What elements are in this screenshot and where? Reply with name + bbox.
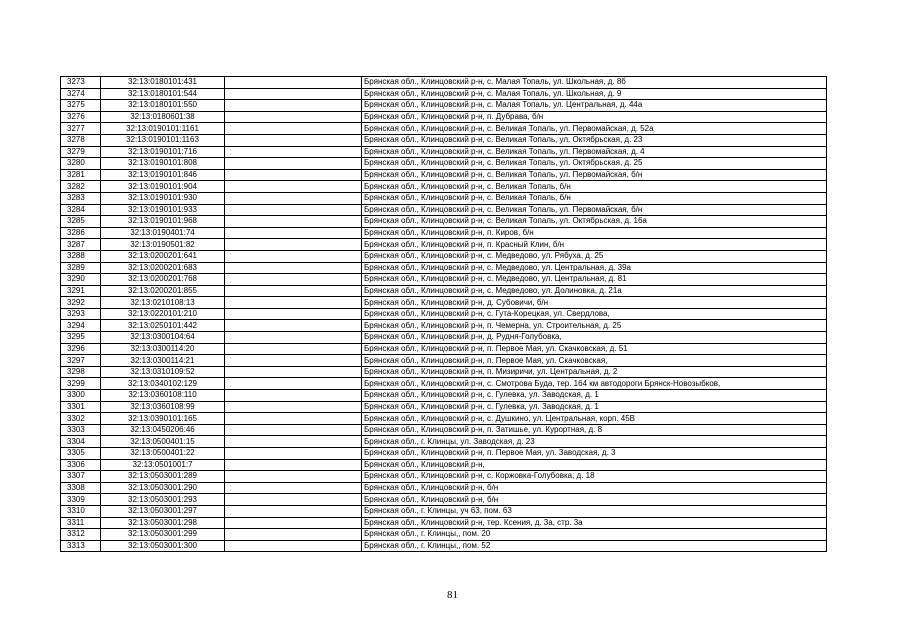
blank-cell <box>225 192 362 204</box>
row-number-cell: 3286 <box>61 227 101 239</box>
row-number-cell: 3278 <box>61 134 101 146</box>
address-cell: Брянская обл., Клинцовский р-н, п. Красный Клин, б/н <box>362 239 827 251</box>
address-cell: Брянская обл., Клинцовский р-н, п. Киров, б/н <box>362 227 827 239</box>
row-number-cell: 3293 <box>61 308 101 320</box>
blank-cell <box>225 390 362 402</box>
table-row <box>61 192 827 204</box>
address-cell: Брянская обл., Клинцовский р-н, п. Первое Мая, ул. Скачковская, <box>362 355 827 367</box>
table-row <box>61 471 827 483</box>
table-row <box>61 216 827 228</box>
table-row <box>61 448 827 460</box>
row-number-cell: 3298 <box>61 366 101 378</box>
address-cell: Брянская обл., Клинцовский р-н, с. Гулевка, ул. Заводская, д. 1 <box>362 401 827 413</box>
table-row <box>61 482 827 494</box>
row-number-cell: 3274 <box>61 88 101 100</box>
row-number-cell: 3303 <box>61 424 101 436</box>
blank-cell <box>225 378 362 390</box>
address-cell: Брянская обл., г. Клинцы,, пом. 20 <box>362 529 827 541</box>
table-row <box>61 250 827 262</box>
cadastral-number-cell: 32:13:0503001:297 <box>101 505 225 517</box>
table-row <box>61 320 827 332</box>
address-cell: Брянская обл., Клинцовский р-н, п. Мизиричи, ул. Центральная, д. 2 <box>362 366 827 378</box>
address-cell: Брянская обл., Клинцовский р-н, п. Первое Мая, ул. Заводская, д. 3 <box>362 448 827 460</box>
cadastral-number-cell: 32:13:0190401:74 <box>101 227 225 239</box>
address-cell: Брянская обл., Клинцовский р-н, б/н <box>362 494 827 506</box>
address-cell: Брянская обл., Клинцовский р-н, с. Медведово, ул. Рябуха, д. 25 <box>362 250 827 262</box>
address-cell: Брянская обл., Клинцовский р-н, д. Рудня-Голубовка, <box>362 332 827 344</box>
table-row <box>61 540 827 552</box>
blank-cell <box>225 355 362 367</box>
cadastral-number-cell: 32:13:0180101:544 <box>101 88 225 100</box>
cadastral-number-cell: 32:13:0180101:550 <box>101 100 225 112</box>
cadastral-number-cell: 32:13:0200201:683 <box>101 262 225 274</box>
blank-cell <box>225 77 362 89</box>
table-row <box>61 436 827 448</box>
blank-cell <box>225 424 362 436</box>
address-cell: Брянская обл., Клинцовский р-н, с. Малая Топаль, ул. Школьная, д. 9 <box>362 88 827 100</box>
row-number-cell: 3287 <box>61 239 101 251</box>
blank-cell <box>225 320 362 332</box>
cadastral-number-cell: 32:13:0190101:846 <box>101 169 225 181</box>
table-row <box>61 517 827 529</box>
address-cell: Брянская обл., Клинцовский р-н, с. Гута-Корецкая, ул. Свердлова, <box>362 308 827 320</box>
registry-table-container <box>60 76 826 552</box>
cadastral-number-cell: 32:13:0180601:38 <box>101 111 225 123</box>
blank-cell <box>225 181 362 193</box>
cadastral-number-cell: 32:13:0450206:46 <box>101 424 225 436</box>
row-number-cell: 3313 <box>61 540 101 552</box>
blank-cell <box>225 332 362 344</box>
blank-cell <box>225 134 362 146</box>
blank-cell <box>225 169 362 181</box>
row-number-cell: 3295 <box>61 332 101 344</box>
row-number-cell: 3308 <box>61 482 101 494</box>
table-row <box>61 227 827 239</box>
blank-cell <box>225 482 362 494</box>
address-cell: Брянская обл., Клинцовский р-н, с. Великая Топаль, ул. Первомайская, д. 4 <box>362 146 827 158</box>
cadastral-number-cell: 32:13:0503001:300 <box>101 540 225 552</box>
page-number: 81 <box>447 589 458 601</box>
row-number-cell: 3283 <box>61 192 101 204</box>
row-number-cell: 3304 <box>61 436 101 448</box>
table-row <box>61 158 827 170</box>
table-row <box>61 413 827 425</box>
row-number-cell: 3277 <box>61 123 101 135</box>
row-number-cell: 3296 <box>61 343 101 355</box>
address-cell: Брянская обл., Клинцовский р-н, тер. Ксения, д. 3а, стр. 3а <box>362 517 827 529</box>
address-cell: Брянская обл., г. Клинцы,, пом. 52 <box>362 540 827 552</box>
cadastral-number-cell: 32:13:0390101:165 <box>101 413 225 425</box>
blank-cell <box>225 529 362 541</box>
cadastral-number-cell: 32:13:0220101:210 <box>101 308 225 320</box>
cadastral-number-cell: 32:13:0500401:22 <box>101 448 225 460</box>
cadastral-number-cell: 32:13:0190101:933 <box>101 204 225 216</box>
cadastral-number-cell: 32:13:0310109:52 <box>101 366 225 378</box>
blank-cell <box>225 88 362 100</box>
blank-cell <box>225 216 362 228</box>
row-number-cell: 3301 <box>61 401 101 413</box>
address-cell: Брянская обл., Клинцовский р-н, с. Великая Топаль, б/н <box>362 192 827 204</box>
row-number-cell: 3279 <box>61 146 101 158</box>
row-number-cell: 3299 <box>61 378 101 390</box>
blank-cell <box>225 274 362 286</box>
table-row <box>61 204 827 216</box>
blank-cell <box>225 285 362 297</box>
blank-cell <box>225 436 362 448</box>
row-number-cell: 3300 <box>61 390 101 402</box>
cadastral-number-cell: 32:13:0250101:442 <box>101 320 225 332</box>
cadastral-number-cell: 32:13:0190101:1161 <box>101 123 225 135</box>
row-number-cell: 3273 <box>61 77 101 89</box>
cadastral-number-cell: 32:13:0501001:7 <box>101 459 225 471</box>
cadastral-number-cell: 32:13:0190501:82 <box>101 239 225 251</box>
cadastral-number-cell: 32:13:0190101:716 <box>101 146 225 158</box>
row-number-cell: 3285 <box>61 216 101 228</box>
row-number-cell: 3276 <box>61 111 101 123</box>
blank-cell <box>225 471 362 483</box>
row-number-cell: 3307 <box>61 471 101 483</box>
table-row <box>61 297 827 309</box>
address-cell: Брянская обл., Клинцовский р-н, п. Затишье, ул. Курортная, д. 8 <box>362 424 827 436</box>
table-row <box>61 123 827 135</box>
table-row <box>61 343 827 355</box>
cadastral-number-cell: 32:13:0503001:289 <box>101 471 225 483</box>
address-cell: Брянская обл., Клинцовский р-н, с. Малая Топаль, ул. Школьная, д. 8б <box>362 77 827 89</box>
row-number-cell: 3309 <box>61 494 101 506</box>
table-row <box>61 274 827 286</box>
table-row <box>61 262 827 274</box>
address-cell: Брянская обл., Клинцовский р-н, д. Субовичи, б/н <box>362 297 827 309</box>
row-number-cell: 3284 <box>61 204 101 216</box>
blank-cell <box>225 540 362 552</box>
row-number-cell: 3290 <box>61 274 101 286</box>
cadastral-number-cell: 32:13:0300114:20 <box>101 343 225 355</box>
row-number-cell: 3306 <box>61 459 101 471</box>
address-cell: Брянская обл., Клинцовский р-н, п. Чемерна, ул. Строительная, д. 25 <box>362 320 827 332</box>
cadastral-number-cell: 32:13:0300104:64 <box>101 332 225 344</box>
table-row <box>61 111 827 123</box>
address-cell: Брянская обл., г. Клинцы, уч 63, пом. 63 <box>362 505 827 517</box>
address-cell: Брянская обл., Клинцовский р-н, с. Гулевка, ул. Заводская, д. 1 <box>362 390 827 402</box>
table-row <box>61 424 827 436</box>
address-cell: Брянская обл., Клинцовский р-н, с. Малая Топаль, ул. Центральная, д. 44а <box>362 100 827 112</box>
address-cell: Брянская обл., Клинцовский р-н, с. Великая Топаль, ул. Первомайская, б/н <box>362 204 827 216</box>
blank-cell <box>225 239 362 251</box>
table-row <box>61 77 827 89</box>
table-row <box>61 239 827 251</box>
row-number-cell: 3282 <box>61 181 101 193</box>
cadastral-number-cell: 32:13:0200201:768 <box>101 274 225 286</box>
table-row <box>61 494 827 506</box>
row-number-cell: 3288 <box>61 250 101 262</box>
row-number-cell: 3305 <box>61 448 101 460</box>
address-cell: Брянская обл., г. Клинцы, ул. Заводская, д. 23 <box>362 436 827 448</box>
cadastral-number-cell: 32:13:0503001:299 <box>101 529 225 541</box>
address-cell: Брянская обл., Клинцовский р-н, с. Великая Топаль, ул. Октябрьская, д. 23 <box>362 134 827 146</box>
address-cell: Брянская обл., Клинцовский р-н, с. Душкино, ул. Центральная, корп. 45В <box>362 413 827 425</box>
blank-cell <box>225 250 362 262</box>
blank-cell <box>225 111 362 123</box>
cadastral-number-cell: 32:13:0190101:930 <box>101 192 225 204</box>
row-number-cell: 3302 <box>61 413 101 425</box>
address-cell: Брянская обл., Клинцовский р-н, с. Великая Топаль, ул. Октябрьская, д. 16а <box>362 216 827 228</box>
table-row <box>61 332 827 344</box>
registry-table <box>60 76 827 552</box>
address-cell: Брянская обл., Клинцовский р-н, с. Великая Топаль, ул. Первомайская, б/н <box>362 169 827 181</box>
table-row <box>61 169 827 181</box>
table-row <box>61 366 827 378</box>
address-cell: Брянская обл., Клинцовский р-н, с. Великая Топаль, б/н <box>362 181 827 193</box>
cadastral-number-cell: 32:13:0360108:110 <box>101 390 225 402</box>
address-cell: Брянская обл., Клинцовский р-н, с. Коржовка-Голубовка, д. 18 <box>362 471 827 483</box>
cadastral-number-cell: 32:13:0190101:968 <box>101 216 225 228</box>
row-number-cell: 3275 <box>61 100 101 112</box>
table-row <box>61 401 827 413</box>
cadastral-number-cell: 32:13:0300114:21 <box>101 355 225 367</box>
address-cell: Брянская обл., Клинцовский р-н, с. Медведово, ул. Центральная, д. 81 <box>362 274 827 286</box>
table-row <box>61 88 827 100</box>
table-row <box>61 134 827 146</box>
address-cell: Брянская обл., Клинцовский р-н, п. Дубрава, б/н <box>362 111 827 123</box>
table-row <box>61 459 827 471</box>
address-cell: Брянская обл., Клинцовский р-н, п. Первое Мая, ул. Скачковская, д. 51 <box>362 343 827 355</box>
blank-cell <box>225 517 362 529</box>
cadastral-number-cell: 32:13:0503001:293 <box>101 494 225 506</box>
blank-cell <box>225 158 362 170</box>
table-row <box>61 308 827 320</box>
cadastral-number-cell: 32:13:0503001:290 <box>101 482 225 494</box>
blank-cell <box>225 505 362 517</box>
blank-cell <box>225 146 362 158</box>
address-cell: Брянская обл., Клинцовский р-н, с. Медведово, ул. Центральная, д. 39а <box>362 262 827 274</box>
table-row <box>61 505 827 517</box>
cadastral-number-cell: 32:13:0200201:641 <box>101 250 225 262</box>
address-cell: Брянская обл., Клинцовский р-н, с. Великая Топаль, ул. Октябрьская, д. 25 <box>362 158 827 170</box>
row-number-cell: 3311 <box>61 517 101 529</box>
blank-cell <box>225 401 362 413</box>
cadastral-number-cell: 32:13:0340102:129 <box>101 378 225 390</box>
blank-cell <box>225 366 362 378</box>
cadastral-number-cell: 32:13:0190101:808 <box>101 158 225 170</box>
blank-cell <box>225 494 362 506</box>
address-cell: Брянская обл., Клинцовский р-н, с. Медведово, ул. Долиновка, д. 21а <box>362 285 827 297</box>
table-row <box>61 390 827 402</box>
row-number-cell: 3294 <box>61 320 101 332</box>
blank-cell <box>225 448 362 460</box>
table-row <box>61 378 827 390</box>
cadastral-number-cell: 32:13:0503001:298 <box>101 517 225 529</box>
registry-table-body <box>61 77 827 552</box>
cadastral-number-cell: 32:13:0200201:855 <box>101 285 225 297</box>
row-number-cell: 3297 <box>61 355 101 367</box>
cadastral-number-cell: 32:13:0360108:99 <box>101 401 225 413</box>
address-cell: Брянская обл., Клинцовский р-н, б/н <box>362 482 827 494</box>
cadastral-number-cell: 32:13:0180101:431 <box>101 77 225 89</box>
cadastral-number-cell: 32:13:0190101:1163 <box>101 134 225 146</box>
row-number-cell: 3280 <box>61 158 101 170</box>
blank-cell <box>225 227 362 239</box>
table-row <box>61 355 827 367</box>
blank-cell <box>225 100 362 112</box>
cadastral-number-cell: 32:13:0190101:904 <box>101 181 225 193</box>
row-number-cell: 3281 <box>61 169 101 181</box>
row-number-cell: 3310 <box>61 505 101 517</box>
blank-cell <box>225 123 362 135</box>
table-row <box>61 181 827 193</box>
row-number-cell: 3312 <box>61 529 101 541</box>
blank-cell <box>225 308 362 320</box>
cadastral-number-cell: 32:13:0210108:13 <box>101 297 225 309</box>
address-cell: Брянская обл., Клинцовский р-н, с. Смотрова Буда, тер. 164 км автодороги Брянск-Новозыбков, <box>362 378 827 390</box>
address-cell: Брянская обл., Клинцовский р-н, с. Великая Топаль, ул. Первомайская, д. 52а <box>362 123 827 135</box>
blank-cell <box>225 262 362 274</box>
table-row <box>61 146 827 158</box>
blank-cell <box>225 297 362 309</box>
blank-cell <box>225 204 362 216</box>
blank-cell <box>225 459 362 471</box>
address-cell: Брянская обл., Клинцовский р-н, <box>362 459 827 471</box>
table-row <box>61 100 827 112</box>
blank-cell <box>225 343 362 355</box>
table-row <box>61 285 827 297</box>
row-number-cell: 3292 <box>61 297 101 309</box>
cadastral-number-cell: 32:13:0500401:15 <box>101 436 225 448</box>
blank-cell <box>225 413 362 425</box>
row-number-cell: 3289 <box>61 262 101 274</box>
table-row <box>61 529 827 541</box>
row-number-cell: 3291 <box>61 285 101 297</box>
